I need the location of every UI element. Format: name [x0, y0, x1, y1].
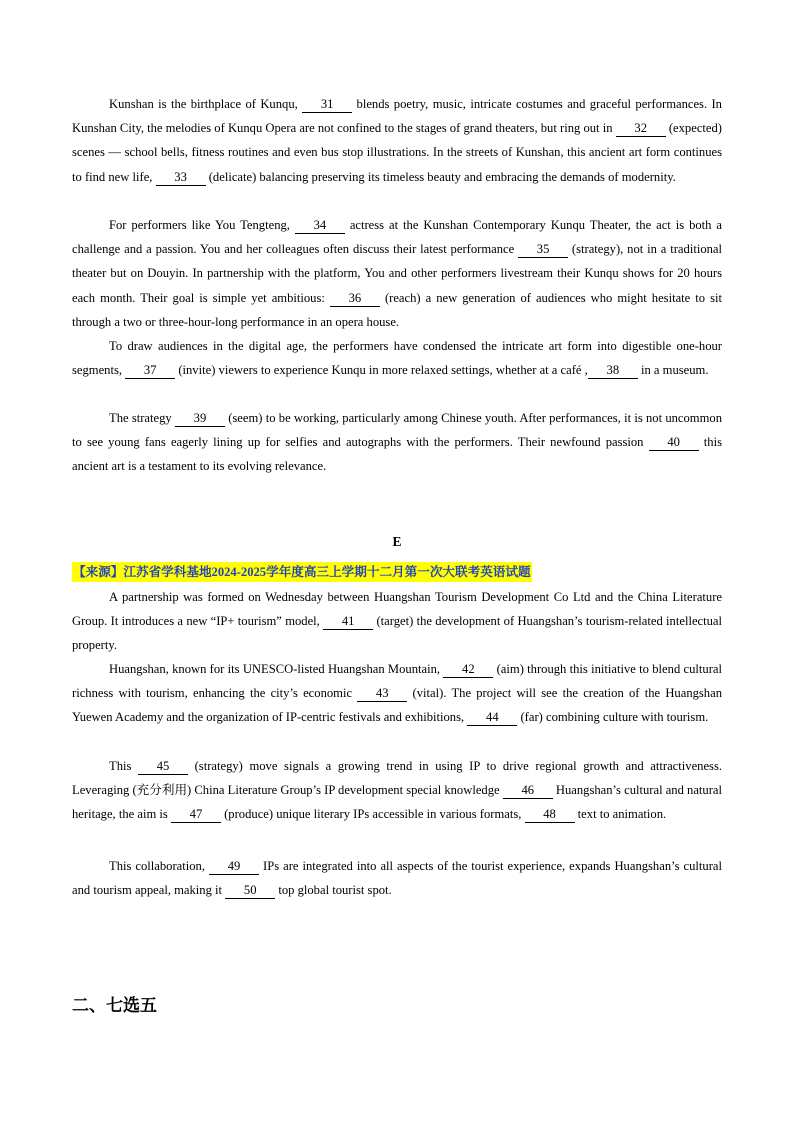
- answer-blank: 40: [649, 435, 699, 451]
- paragraph-text: (strategy) move signals a growing trend in using IP to drive regional growth and attractiveness. Leveraging (充分利用) China Literature Group’s IP development special knowledge: [72, 759, 722, 798]
- paragraph-text: To draw audiences in the digital age, the performers have condensed the intricate art form into digestible one-hour segments,: [72, 339, 722, 378]
- answer-blank: 45: [138, 759, 188, 775]
- paragraph-text: This collaboration,: [109, 859, 209, 873]
- answer-blank: 44: [467, 710, 517, 726]
- paragraph-text: in a museum.: [637, 363, 709, 378]
- passage-d-paragraph-3: [72, 334, 722, 382]
- paragraph-text: (aim) through this initiative to blend cultural richness with tourism, enhancing the city’s economic: [72, 662, 722, 701]
- paragraph-text: This: [109, 759, 138, 773]
- source-label: 【来源】江苏省学科基地2024-2025学年度高三上学期十二月第一次大联考英语试题: [72, 562, 532, 582]
- paragraph-text: IPs are integrated into all aspects of the tourist experience, expands Huangshan’s cultural and tourism appeal, making it: [72, 859, 722, 898]
- paragraph-text: actress at the Kunshan Contemporary Kunqu Theater, the act is both a challenge and a passion. You and her colleagues often discuss their latest performance: [72, 218, 722, 257]
- answer-blank: 32: [616, 121, 666, 137]
- passage-d-paragraph-2: [72, 213, 722, 334]
- paragraph-text: (produce) unique literary IPs accessible in various formats,: [220, 807, 525, 822]
- paragraph-text: The strategy: [109, 411, 175, 425]
- paragraph-text: A partnership was formed on Wednesday between Huangshan Tourism Development Co Ltd and the China Literature Group. It introduces a new “IP+ tourism” model,: [72, 590, 722, 629]
- answer-blank: 43: [357, 686, 407, 702]
- answer-blank: 39: [175, 411, 225, 427]
- paragraph-text: (target) the development of Huangshan’s tourism-related intellectual property.: [72, 614, 723, 653]
- answer-blank: 37: [125, 363, 175, 379]
- paragraph-text: (seem) to be working, particularly among Chinese youth. After performances, it is not uncommon to see young fans eagerly lining up for selfies and autographs with the performers. Their newfound passion: [72, 411, 722, 450]
- paragraph-text: this ancient art is a testament to its evolving relevance.: [72, 435, 722, 474]
- paragraph-text: text to animation.: [574, 807, 667, 822]
- passage-e-paragraph-1: [72, 585, 722, 658]
- paragraph-text: top global tourist spot.: [275, 883, 392, 898]
- answer-blank: 36: [330, 291, 380, 307]
- answer-blank: 47: [171, 807, 221, 823]
- paragraph-text: (expected) scenes — school bells, fitness routines and even bus stop illustrations. In the streets of Kunshan, this ancient art form continues to find new life,: [72, 121, 722, 184]
- part-heading: 二、七选五: [72, 996, 157, 1016]
- answer-blank: 35: [518, 242, 568, 258]
- passage-e-paragraph-2: [72, 657, 722, 730]
- answer-blank: 48: [525, 807, 575, 823]
- answer-blank: 49: [209, 859, 259, 875]
- paragraph-text: Huangshan’s cultural and natural heritage, the aim is: [72, 783, 723, 822]
- passage-e-paragraph-3: [72, 754, 722, 827]
- answer-blank: 31: [302, 97, 352, 113]
- passage-e-paragraph-4: [72, 854, 722, 902]
- answer-blank: 34: [295, 218, 345, 234]
- paragraph-text: (vital). The project will see the creation of the Huangshan Yuewen Academy and the organization of IP-centric festivals and exhibitions,: [72, 686, 722, 725]
- answer-blank: 42: [443, 662, 493, 678]
- section-letter: E: [392, 534, 402, 549]
- answer-blank: 46: [503, 783, 553, 799]
- paragraph-text: (delicate) balancing preserving its timeless beauty and embracing the demands of modernity.: [205, 169, 676, 184]
- paragraph-text: Kunshan is the birthplace of Kunqu,: [109, 97, 303, 111]
- paragraph-text: (reach) a new generation of audiences who might hesitate to sit through a two or three-hour-long performance in an opera house.: [72, 290, 723, 329]
- paragraph-text: blends poetry, music, intricate costumes and graceful performances. In Kunshan City, the melodies of Kunqu Opera are not confined to the stages of grand theaters, but ring out in: [72, 97, 722, 136]
- answer-blank: 50: [225, 883, 275, 899]
- paragraph-text: Huangshan, known for its UNESCO-listed Huangshan Mountain,: [109, 662, 444, 676]
- paragraph-text: (far) combining culture with tourism.: [517, 710, 709, 725]
- passage-d-paragraph-1: [72, 92, 722, 189]
- passage-d-paragraph-4: [72, 406, 722, 479]
- paragraph-text: For performers like You Tengteng,: [109, 218, 295, 232]
- answer-blank: 38: [588, 363, 638, 379]
- answer-blank: 33: [156, 170, 206, 186]
- paragraph-text: (invite) viewers to experience Kunqu in more relaxed settings, whether at a café ,: [175, 363, 588, 378]
- answer-blank: 41: [323, 614, 373, 630]
- paragraph-text: (strategy), not in a traditional theater but on Douyin. In partnership with the platform, You and other performers livestream their Kunqu shows for 20 hours each month. Their goal is simple yet ambitious:: [72, 242, 723, 305]
